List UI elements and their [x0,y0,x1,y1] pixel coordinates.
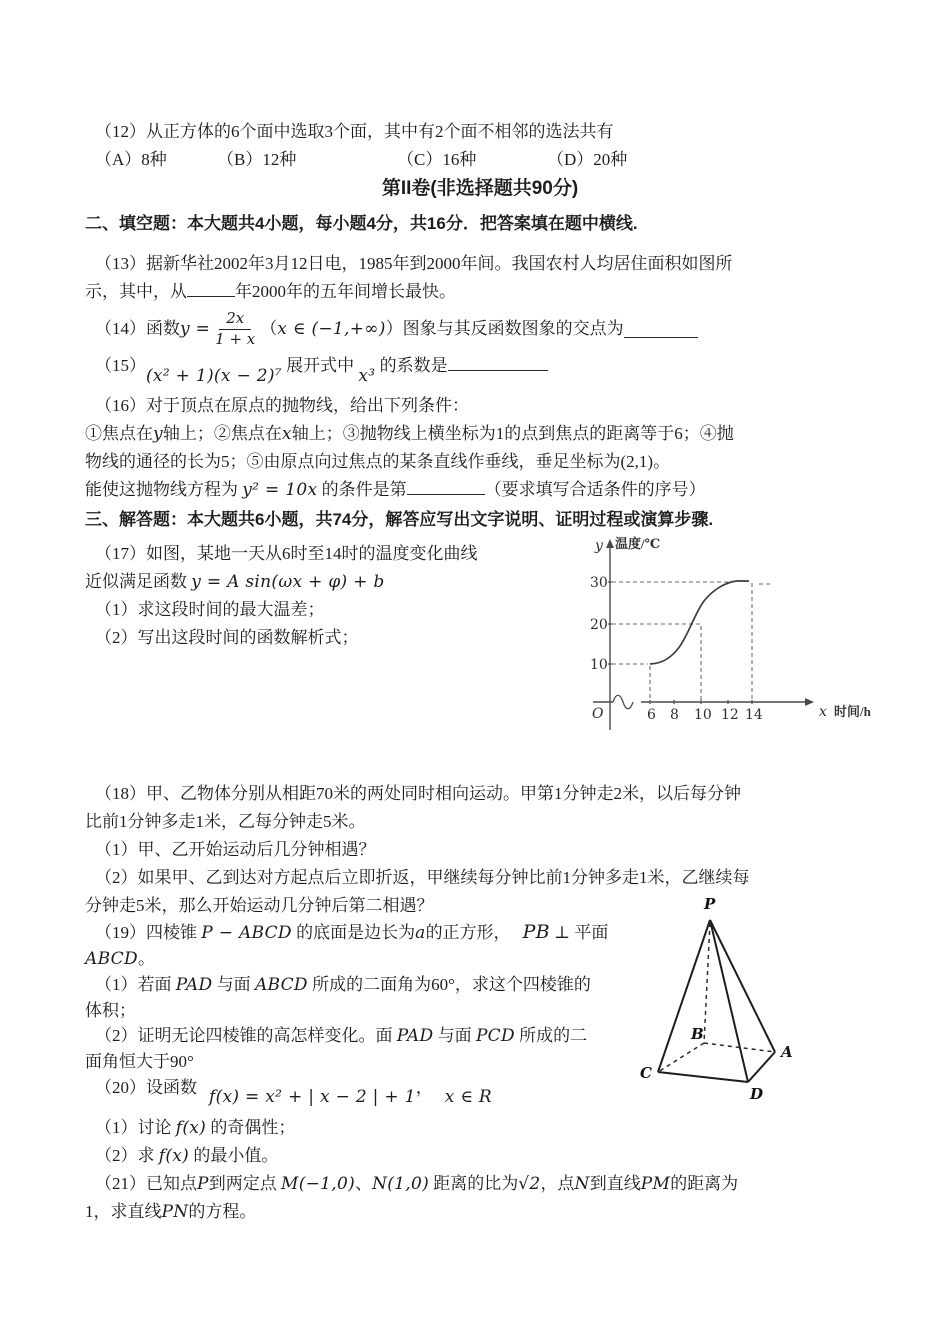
x-tick-8: 8 [670,707,679,723]
text-run: ，点 [540,1174,575,1193]
text-run: 年2000年的五年间增长最快。 [235,282,456,301]
text-run: x ∈ R [444,1087,493,1107]
text-run: ①焦点在 [85,424,153,443]
vertex-label-c: C [640,1064,652,1082]
text-run: y = [180,319,211,339]
pyramid-solid-edges [658,920,775,1082]
text-run: （A）8种 [95,150,167,169]
y-tick-30: 30 [590,575,608,591]
text-run: （2）写出这段时间的函数解析式； [95,628,359,647]
text-run: 到两定点 [208,1174,281,1193]
text-run: （2）证明无论四棱锥的高怎样变化。面 [95,1026,397,1045]
vertex-label-p: P [704,895,716,913]
text-run: 距离的比为 [429,1174,519,1193]
text-run: （D）20种 [547,150,628,169]
q16-line2 [85,420,875,448]
text-run: f(x) [175,1118,207,1138]
text-run: 的正方形， [425,923,511,942]
text-run: 三、解答题：本大题共6小题，共74分，解答应写出文字说明、证明过程或演算步骤. [85,510,714,529]
text-run: （1）讨论 [95,1118,176,1137]
text-run: 体积； [85,1001,136,1020]
y-tick-20: 20 [590,617,608,633]
text-run: 与面 [212,975,255,994]
text-run: 到直线 [589,1174,641,1193]
temperature-chart [583,532,893,737]
text-run: 轴上；②焦点在 [162,424,282,443]
text-run: 1，求直线 [85,1202,162,1221]
q16-line4 [85,476,875,504]
x-axis-label: 时间/h [834,704,871,719]
text-run: 的方程。 [188,1202,257,1221]
y-axis-arrow [606,539,614,548]
text-run: 轴上；③抛物线上横坐标为1的点到焦点的距离等于6；④抛 [291,424,734,443]
q12-stem [85,118,875,146]
text-run: PAD [396,1026,434,1046]
text-run: 的条件是第 [317,480,407,499]
q18-line2 [85,808,875,836]
part2-header [85,174,875,204]
q15 [85,352,875,392]
temperature-curve [650,581,749,664]
text-run: PM [640,1174,671,1194]
q14 [85,306,875,352]
vertex-label-d: D [750,1085,764,1103]
text-run: （2）如果甲、乙到达对方起点后立即折返，甲继续每分钟比前1分钟多走1米，乙继续每 [95,868,750,887]
text-run: PN [161,1202,189,1222]
text-run: ABCD [254,975,308,995]
text-run: P [197,1174,209,1194]
answer-blank [448,354,548,371]
answer-blank [624,321,698,338]
q13-line1 [85,250,875,278]
text-run: （19）四棱锥 [95,923,202,942]
text-run: 第II卷(非选择题共90分) [381,178,579,199]
text-run: （要求填写合适条件的序号） [484,480,706,499]
origin-label: O [592,706,604,722]
text-run: （13）据新华社2002年3月12日电，1985年到2000年间。我国农村人均居住面积如图所 [95,254,733,273]
text-run: （18）甲、乙物体分别从相距70米的两处同时相向运动。甲第1分钟走2米，以后每分钟 [95,784,741,803]
x-axis-var-label: x [819,704,827,720]
text-run: ABCD [85,949,138,969]
text-run: 。 [137,949,155,968]
q13-line2 [85,278,875,306]
text-run: 能使这抛物线方程为 [85,480,243,499]
text-run: （21）已知点 [95,1174,197,1193]
q18-line3 [85,836,875,864]
dashed-guides [612,582,773,702]
answer-blank [407,478,485,495]
text-run: PB [522,921,550,943]
section-fill-in-title [85,210,875,238]
text-run: √2 [518,1174,541,1194]
text-run: 面角恒大于90° [85,1052,194,1071]
vertex-label-b: B [691,1025,704,1043]
text-run: 比前1分钟多走1米，乙每分钟走5米。 [85,812,366,831]
text-run: 的距离为 [670,1174,739,1193]
text-run: y = A sin(ωx + φ) + b [191,572,385,592]
q20-line2 [85,1114,875,1142]
q21-line2 [85,1198,875,1226]
x-axis-arrow [805,698,814,706]
axis-break-mask [613,697,641,707]
text-run: a [415,923,426,943]
pyramid-figure [638,893,883,1108]
text-run: （16）对于顶点在原点的抛物线，给出下列条件： [95,396,469,415]
x-tick-6: 6 [647,707,656,723]
q16-line1 [85,392,875,420]
y-axis-label: 温度/℃ [615,536,661,551]
text-run: （15） [95,356,146,375]
text-run: （1）若面 [95,975,176,994]
q16-line3 [85,448,875,476]
text-run: y [153,424,163,444]
q12-options [85,146,875,174]
x-tick-14: 14 [745,707,763,723]
q20-line3 [85,1142,875,1170]
text-run: 示，其中，从 [85,282,187,301]
text-run: x ∈ (−1,+∞) [277,319,386,339]
text-run: 分钟走5米，那么开始运动几分钟后第二相遇？ [85,896,434,915]
text-run: f(x) = x² + | x − 2 | + 1 [209,1087,416,1107]
text-run: P − ABCD [201,923,292,943]
text-run: （1）求这段时间的最大温差； [95,600,325,619]
text-run: M(−1,0) [281,1174,356,1194]
vertex-label-a: A [781,1043,793,1061]
text-run: PCD [475,1026,515,1046]
text-run: （1）甲、乙开始运动后几分钟相遇？ [95,840,376,859]
text-run: 的最小值。 [189,1146,279,1165]
axis-ticks [608,582,752,704]
text-run: N [574,1174,590,1194]
text-run: y² = 10x [242,480,318,500]
text-run: N(1,0) [372,1174,430,1194]
text-run: 二、填空题：本大题共4小题，每小题4分，共16分．把答案填在题中横线. [85,214,638,233]
fraction: $\frac{2x}{1 + x}$ [215,309,256,348]
text-run: 的系数是 [375,356,448,375]
text-run: (x² + 1)(x − 2)⁷ [146,366,282,386]
text-run: （12）从正方体的6个面中选取3个面，其中有2个面不相邻的选法共有 [95,122,614,141]
text-run: 的奇偶性； [206,1118,296,1137]
text-run: 物线的通径的长为5；⑤由原点向过焦点的某条直线作垂线，垂足坐标为(2,1)。 [85,452,671,471]
text-run: x³ [358,366,376,386]
text-run: （20）设函数 [95,1078,197,1097]
answer-blank [187,280,235,297]
text-run: f(x) [158,1146,190,1166]
q18-line1 [85,780,875,808]
text-run: PAD [175,975,213,995]
text-run: x [281,424,292,444]
text-run: 、 [355,1174,373,1193]
text-run: ⊥ 平面 [549,923,609,942]
text-run: （14）函数 [95,319,180,338]
text-run: （ [260,319,278,338]
text-run: 展开式中 [281,356,359,375]
x-tick-12: 12 [721,707,739,723]
text-run: 的底面是边长为 [291,923,416,942]
text-run: 所成的二面角为60°，求这个四棱锥的 [307,975,591,994]
text-run: 近似满足函数 [85,572,192,591]
text-run: （17）如图，某地一天从6时至14时的温度变化曲线 [95,544,478,563]
q21-line1 [85,1170,875,1198]
q18-line4 [85,864,875,892]
text-run: 与面 [433,1026,476,1045]
section-answer-title [85,506,875,534]
text-run: （B）12种 [217,150,297,169]
text-run: （C）16种 [397,150,477,169]
x-tick-10: 10 [694,707,712,723]
text-run: 所成的二 [514,1026,588,1045]
y-axis-var-label: y [595,538,603,554]
text-run: ， [415,1078,433,1097]
text-run: ）图象与其反函数图象的交点为 [385,319,624,338]
text-run: （2）求 [95,1146,159,1165]
y-tick-10: 10 [590,657,608,673]
